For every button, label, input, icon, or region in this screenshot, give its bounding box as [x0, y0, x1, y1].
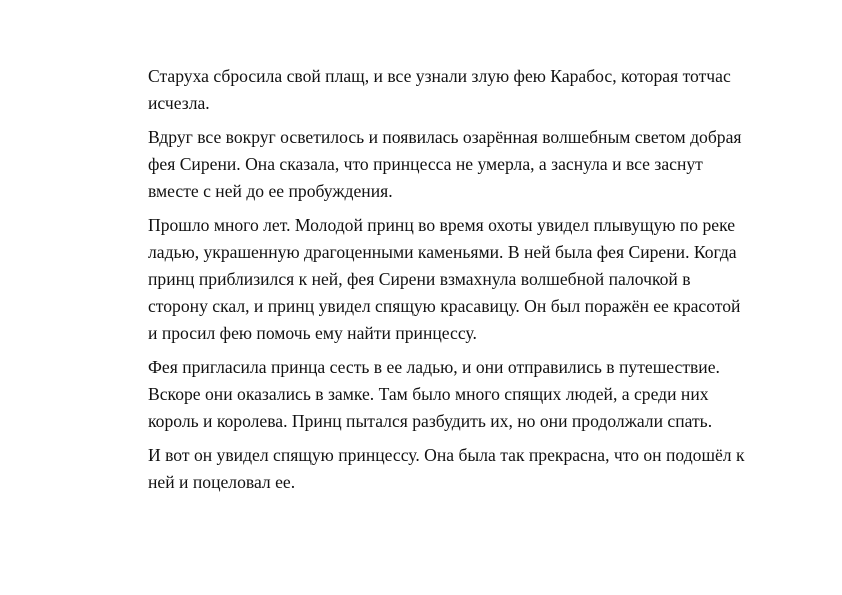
paragraph-line: принц приблизился к ней, фея Сирени взмахнула волшебной палочкой в — [148, 269, 691, 289]
paragraph-line: Старуха сбросила свой плащ, и все узнали злую фею Карабос, которая тотчас — [148, 66, 731, 86]
paragraph-line: король и королева. Принц пытался разбудить их, но они продолжали спать. — [148, 411, 713, 431]
paragraph-line: ней и поцеловал ее. — [148, 472, 296, 492]
paragraph-line: Вдруг все вокруг осветилось и появилась озарённая волшебным светом добрая — [148, 127, 742, 147]
paragraph-1 — [148, 63, 760, 117]
paragraph-line: вместе с ней до ее пробуждения. — [148, 181, 393, 201]
paragraph-line: И вот он увидел спящую принцессу. Она была так прекрасна, что он подошёл к — [148, 445, 745, 465]
paragraph-line: и просил фею помочь ему найти принцессу. — [148, 323, 477, 343]
paragraph-line: Прошло много лет. Молодой принц во время охоты увидел плывущую по реке — [148, 215, 736, 235]
paragraph-line: Фея пригласила принца сесть в ее ладью, и они отправились в путешествие. — [148, 357, 720, 377]
paragraph-line: сторону скал, и принц увидел спящую красавицу. Он был поражён ее красотой — [148, 296, 741, 316]
paragraph-line: ладью, украшенную драгоценными каменьями. В ней была фея Сирени. Когда — [148, 242, 737, 262]
story-text — [148, 63, 760, 503]
paragraph-2 — [148, 124, 760, 205]
paragraph-4 — [148, 354, 760, 435]
paragraph-line: исчезла. — [148, 93, 210, 113]
paragraph-3 — [148, 212, 760, 347]
paragraph-line: Вскоре они оказались в замке. Там было много спящих людей, а среди них — [148, 384, 709, 404]
paragraph-5 — [148, 442, 760, 496]
paragraph-line: фея Сирени. Она сказала, что принцесса не умерла, а заснула и все заснут — [148, 154, 703, 174]
